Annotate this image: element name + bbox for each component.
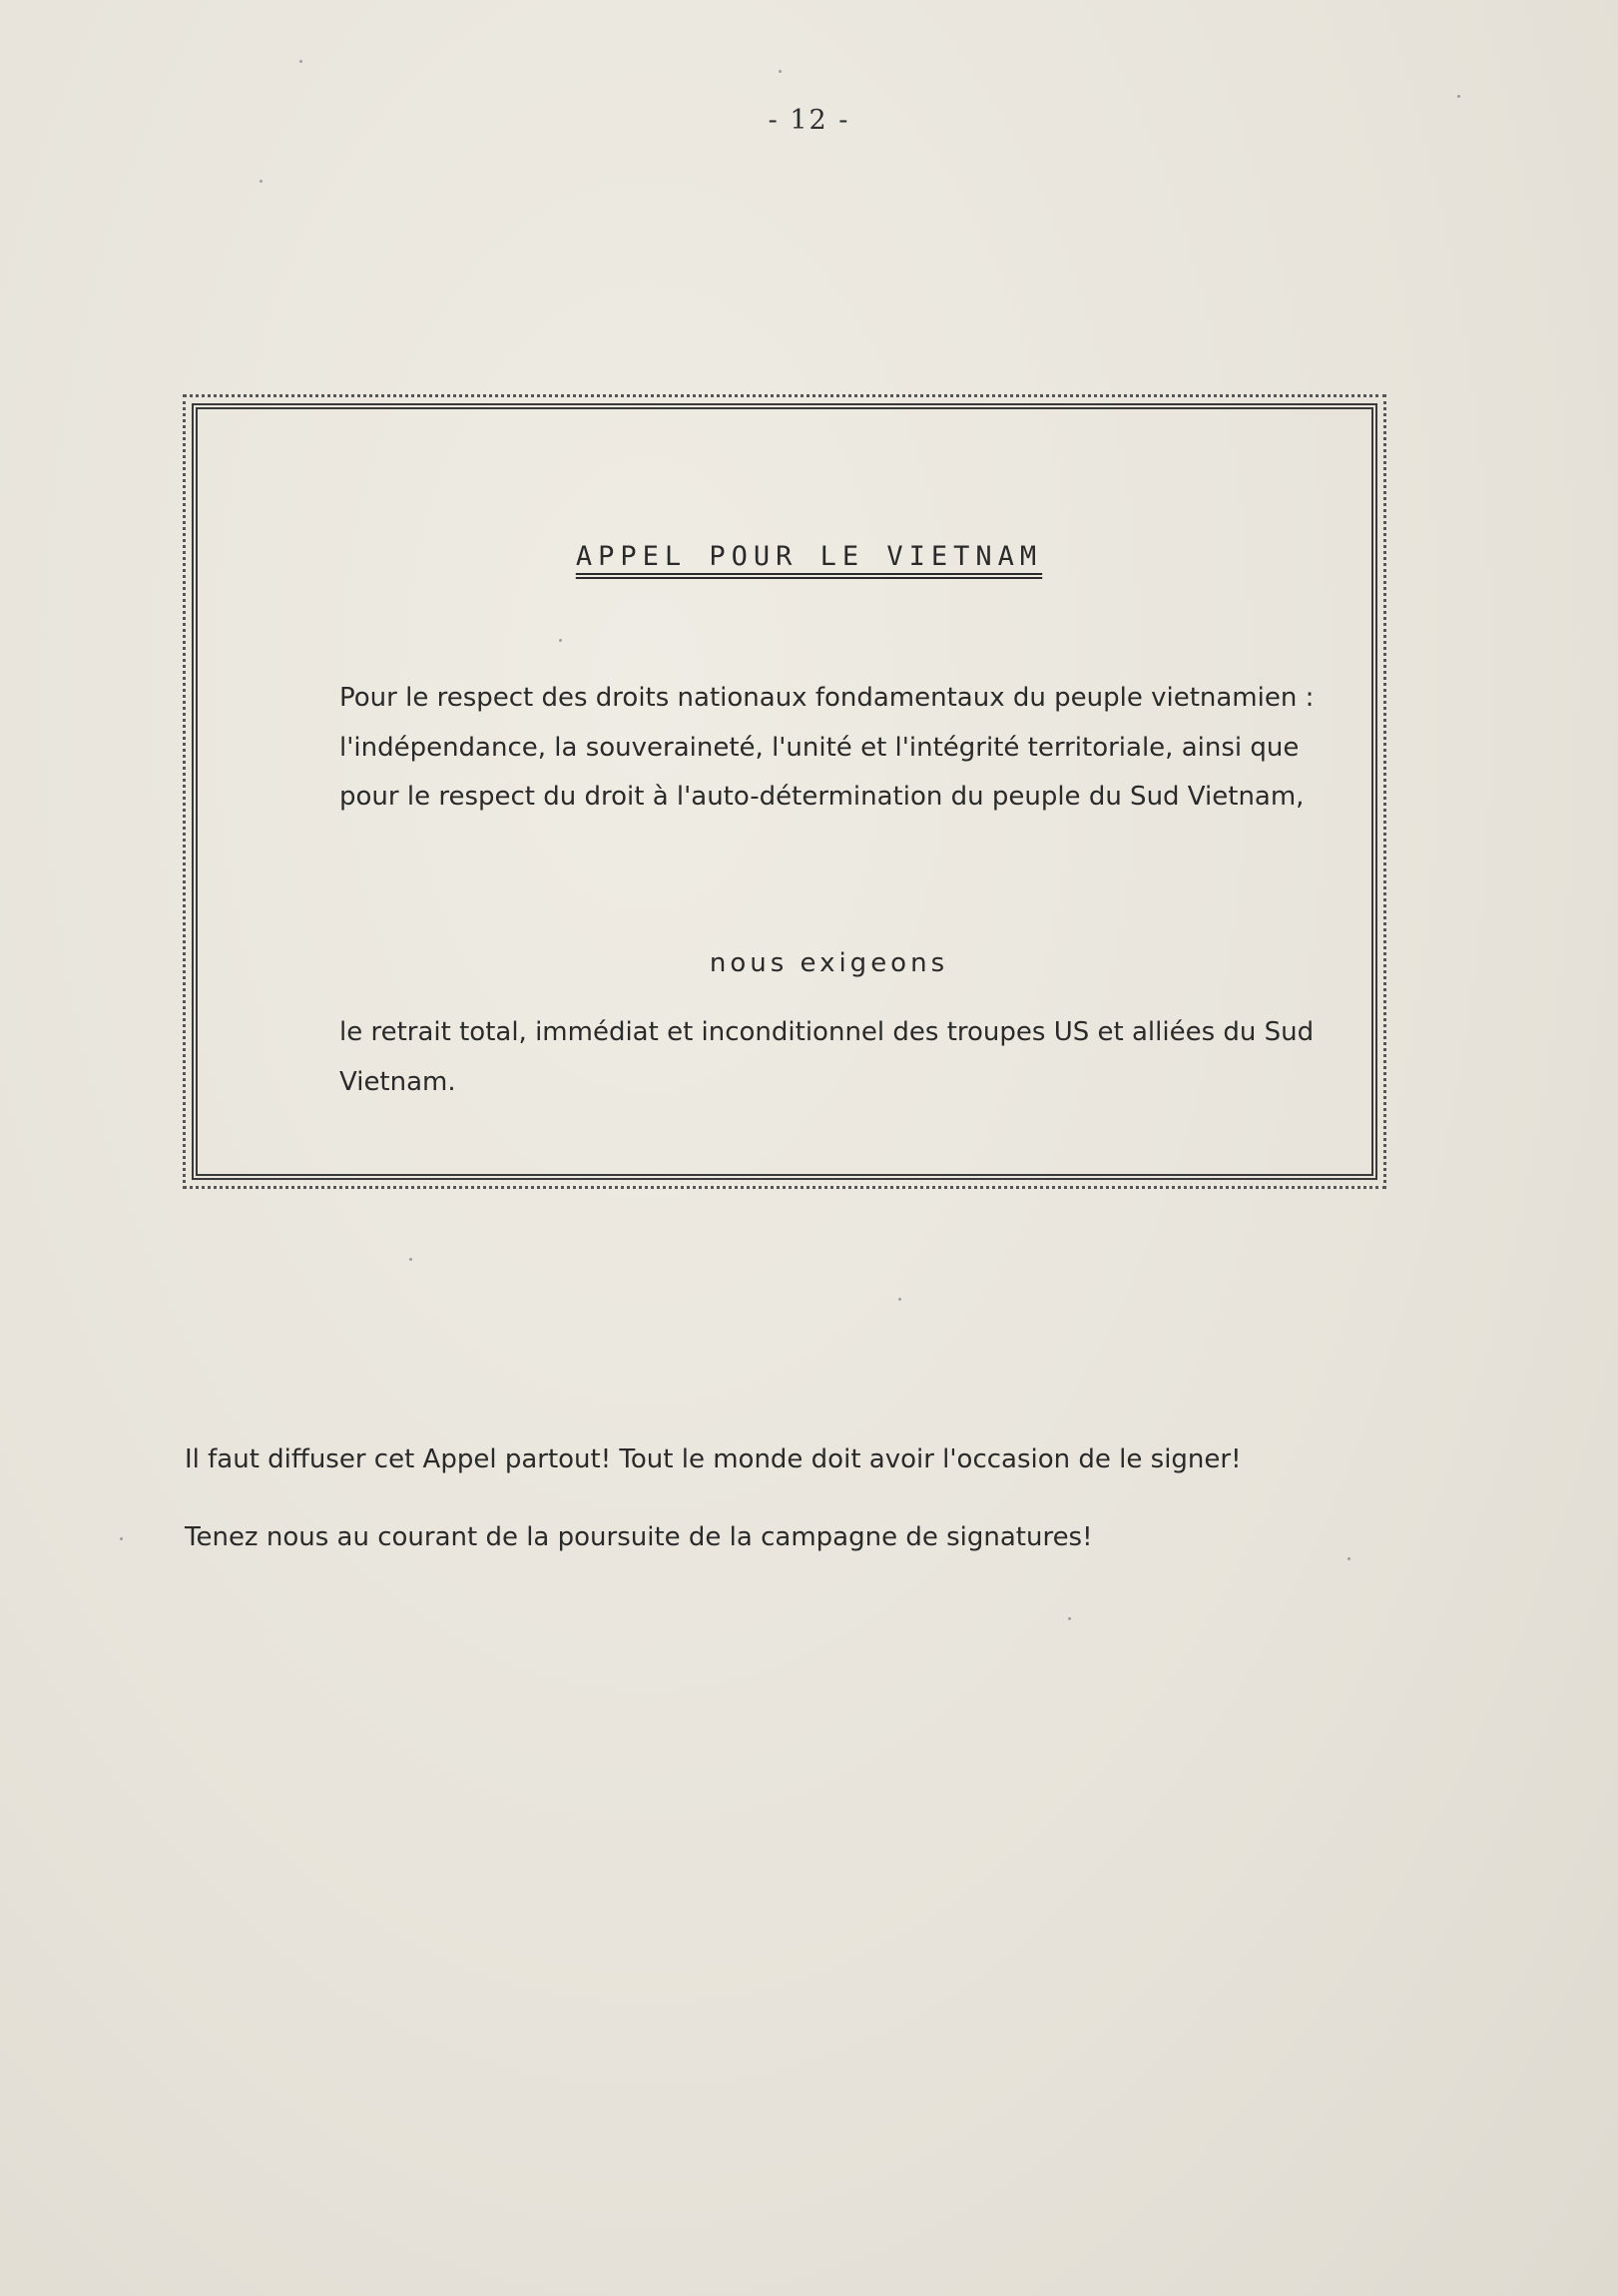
footer-line-1: Il faut diffuser cet Appel partout! Tout le monde doit avoir l'occasion de le signer! — [185, 1444, 1242, 1474]
paper-speck — [1068, 1617, 1071, 1620]
paper-speck — [1457, 95, 1460, 98]
paper-speck — [120, 1537, 123, 1540]
paper-speck — [559, 639, 562, 642]
paper-speck — [299, 60, 302, 63]
demand-text: le retrait total, immédiat et inconditionnel des troupes US et alliées du Sud Vietnam. — [339, 1017, 1315, 1097]
appeal-title: APPEL POUR LE VIETNAM — [575, 541, 1043, 572]
paper-speck — [898, 1298, 901, 1301]
paper-speck — [779, 70, 782, 73]
demand-heading: nous exigeons — [709, 948, 949, 978]
footer-instructions — [185, 1439, 1452, 1595]
paper-speck — [260, 180, 263, 183]
appeal-paragraph — [339, 674, 1338, 823]
appeal-paragraph-text: Pour le respect des droits nationaux fondamentaux du peuple vietnamien : l'indépendance, la souveraineté, l'unité et l'intégrité territoriale, ainsi que pour le respect du droit à l'auto-détermination du peuple du Sud Vietnam, — [339, 683, 1315, 812]
paper-speck — [1348, 1557, 1350, 1560]
footer-line-2: Tenez nous au courant de la poursuite de la campagne de signatures! — [185, 1522, 1093, 1552]
paper-speck — [409, 1258, 412, 1261]
page-number: - 12 - — [768, 105, 850, 136]
